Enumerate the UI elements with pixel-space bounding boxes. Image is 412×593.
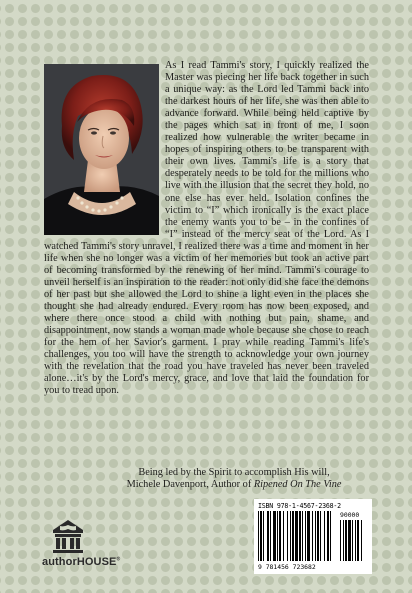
barcode-bar xyxy=(290,511,291,561)
signature-line-2 xyxy=(94,479,374,491)
barcode-bar xyxy=(273,511,276,561)
barcode-bar xyxy=(287,511,288,561)
publisher-name: authorHOUSE® xyxy=(42,556,121,568)
barcode-bar xyxy=(283,511,284,561)
barcode-bar xyxy=(258,511,259,561)
barcode-bar xyxy=(267,511,269,561)
barcode-bar xyxy=(295,511,298,561)
signature-author: Michele Davenport, Author of xyxy=(126,479,254,491)
publisher-logo xyxy=(40,519,130,579)
barcode-addon-bar xyxy=(361,520,362,561)
testimonial-paragraph: As I read Tammi's story, I quickly realized the Master was piecing her life back together in such a unique way: as the Lord led Tammi back into the darkest hours of her life, she was then able to advance forward. While being held captive by the pages which sat in front of me, I soon realized how vulnerable the writer became in hopes of inspiring others to be transparent with their own lives. Tammi's life is a story that desperately needs to be told for the millions who live with the illusion that the secret they hold, no one else has ever held. Isolation confines the victim to “I” which ironically is the exact place the enemy wants you to be – in the confines of “I” instead of the mercy seat of the Lord. As I watched Tammi's story unravel, I realized there was a time and moment in her life when she no longer was a victim of her memories but took an active part of becoming transformed by the renewing of her mind. Tammi's courage to unveil herself is an inspiration to the reader: not only did she face the demons of her past but she allowed the Lord to shine a light even in the places she thought she had already endured. Every room has now been exposed, and where there once stood a child with nothing but pain, shame, and disappointment, now stands a woman made whole because she chose to reach for the hem of her Savior's garment. I pray while reading Tammi's life's challenges, you too will have the strength to acknowledge your own journey with the revelation that the road you have traveled has never been traveled alone…it's by the Lord's mercy, grace, and love that laid the foundation for you to tread upon. xyxy=(44,60,369,397)
house-book-icon xyxy=(52,519,84,553)
barcode-bar xyxy=(330,511,331,561)
barcode-addon-bar xyxy=(340,520,341,561)
barcode-bar xyxy=(279,511,281,561)
barcode-bar xyxy=(327,511,329,561)
barcode-addon-bar xyxy=(348,520,351,561)
barcode-addon-bar xyxy=(343,520,344,561)
barcode-bar xyxy=(260,511,262,561)
barcode-bar xyxy=(277,511,278,561)
signature-line-1: Being led by the Spirit to accomplish His will, xyxy=(138,467,330,478)
signature xyxy=(94,467,374,491)
barcode-addon-bar xyxy=(357,520,359,561)
barcode-bar xyxy=(302,511,303,561)
isbn-barcode xyxy=(254,499,372,574)
barcode-addon-bar xyxy=(345,520,347,561)
barcode-addon-bar xyxy=(352,520,353,561)
barcode-bar xyxy=(320,511,321,561)
barcode-bar xyxy=(270,511,271,561)
barcode-bar xyxy=(315,511,316,561)
barcode-bar xyxy=(299,511,301,561)
barcode-bar xyxy=(292,511,294,561)
testimonial-text xyxy=(44,60,369,397)
photo-wrap-spacer xyxy=(44,60,165,237)
barcode-bar xyxy=(263,511,264,561)
barcode-bar xyxy=(305,511,306,561)
book-title: Ripened On The Vine xyxy=(253,479,342,491)
barcode-bar xyxy=(307,511,310,561)
isbn-text: ISBN 978-1-4567-2368-2 xyxy=(258,502,341,510)
barcode-addon-bar xyxy=(355,520,356,561)
barcode-addon: 90000 xyxy=(340,511,360,519)
barcode-bar xyxy=(312,511,313,561)
barcode-digits: 9 781456 723682 xyxy=(258,563,316,571)
barcode-bar xyxy=(317,511,319,561)
barcode-bar xyxy=(324,511,325,561)
